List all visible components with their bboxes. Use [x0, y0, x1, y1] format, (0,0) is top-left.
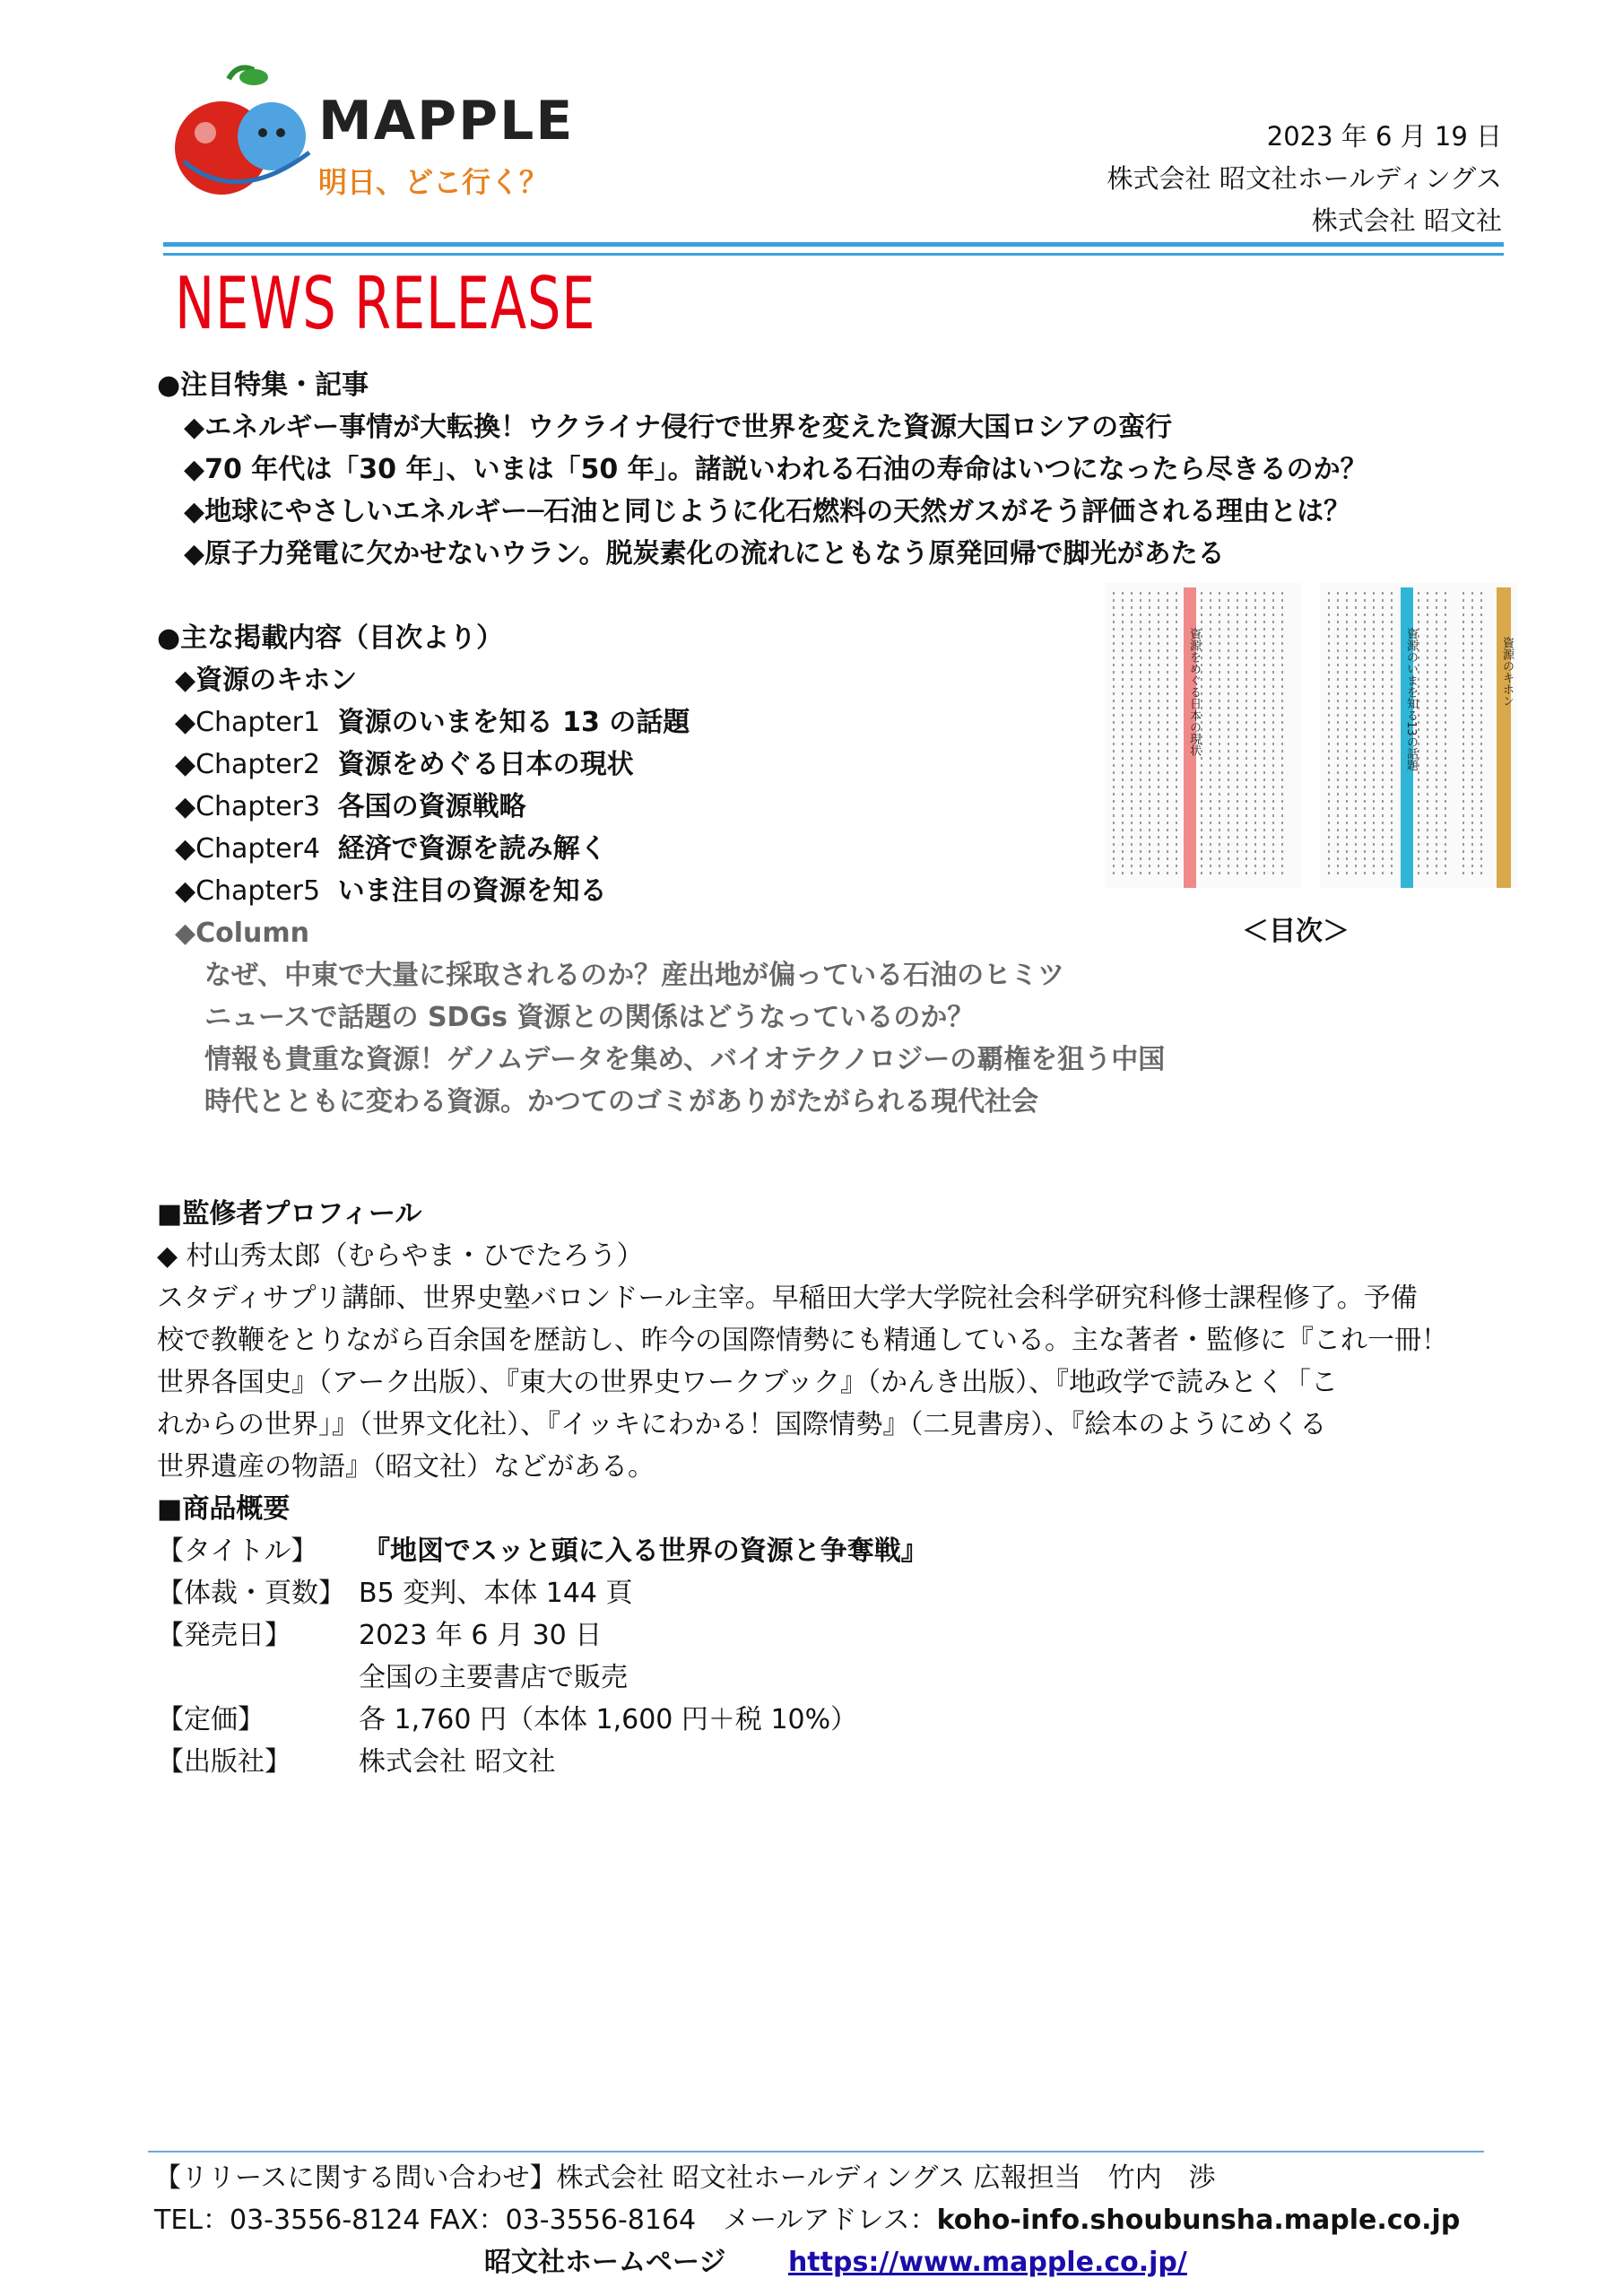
- chapter-title: 資源をめぐる日本の現状: [337, 749, 634, 780]
- profile-heading: ■監修者プロフィール: [157, 1198, 422, 1230]
- toc-image-label: 資源をめぐる日本の現状: [1187, 628, 1201, 756]
- footer-homepage-row: [484, 2241, 1187, 2283]
- profile-name: ◆ 村山秀太郎（むらやま・ひでたろう）: [157, 1240, 644, 1272]
- column-item: なぜ、中東で大量に採取されるのか？産出地が偏っている石油のヒミツ: [204, 960, 1065, 991]
- company-shobunsha: 株式会社 昭文社: [1311, 205, 1502, 236]
- profile-bio-line: れからの世界」』（世界文化社）、『イッキにわかる！国際情勢』（二見書房）、『絵本のようにめくる: [157, 1409, 1327, 1440]
- chapter-number: ◆Chapter3: [175, 791, 321, 822]
- logo-wordmark: MAPPLE: [318, 90, 575, 152]
- page-title: NEWS RELEASE: [175, 262, 596, 345]
- apple-logo-icon: [166, 63, 318, 206]
- footer-contact: 【リリースに関する問い合わせ】株式会社 昭文社ホールディングス 広報担当 竹内 渉: [154, 2162, 1216, 2194]
- highlight-item: ◆地球にやさしいエネルギー─石油と同じように化石燃料の天然ガスがそう評価される理由とは？: [184, 496, 1351, 527]
- highlight-item: ◆エネルギー事情が大転換！ウクライナ侵行で世界を変えた資源大国ロシアの蛮行: [184, 412, 1173, 443]
- chapter-title: 資源のいまを知る 13 の話題: [337, 707, 690, 738]
- toc-pages-illustration: [1105, 583, 1517, 901]
- chapter-number: ◆Chapter2: [175, 749, 321, 780]
- chapter-title: いま注目の資源を知る: [337, 875, 607, 907]
- profile-bio-line: 世界遺産の物語』（昭文社）などがある。: [157, 1451, 655, 1483]
- release-date: 2023 年 6 月 19 日: [1266, 121, 1502, 152]
- header-rule: [163, 242, 1504, 247]
- column-item: 時代とともに変わる資源。かつてのゴミがありがたがられる現代社会: [204, 1086, 1038, 1118]
- company-holdings: 株式会社 昭文社ホールディングス: [1107, 163, 1502, 194]
- column-item: 情報も貴重な資源！ゲノムデータを集め、バイオテクノロジーの覇権を狙う中国: [204, 1044, 1166, 1075]
- chapter-row: [175, 870, 607, 912]
- contents-basics: ◆資源のキホン: [175, 665, 358, 696]
- spec-label: 【発売日】: [157, 1620, 291, 1651]
- chapter-number: ◆Chapter4: [175, 833, 321, 865]
- spec-value: 各 1,760 円（本体 1,600 円＋税 10%）: [359, 1704, 858, 1735]
- toc-image-caption: ＜目次＞: [1242, 916, 1350, 947]
- footer-tel-fax: TEL：03-3556-8124 FAX：03-3556-8164 メールアドレス：: [154, 2205, 937, 2236]
- chapter-row: [175, 786, 526, 828]
- footer-rule: [148, 2151, 1484, 2152]
- spec-label: 【定価】: [157, 1704, 265, 1735]
- highlight-item: ◆70 年代は「30 年」、いまは「50 年」。諸説いわれる石油の寿命はいつになったら尽きるのか？: [184, 454, 1367, 485]
- homepage-link[interactable]: https://www.mapple.co.jp/: [787, 2247, 1187, 2278]
- spec-label: 【タイトル】: [157, 1535, 318, 1567]
- product-heading: ■商品概要: [157, 1493, 291, 1525]
- chapter-number: ◆Chapter5: [175, 875, 321, 907]
- column-item: ニュースで話題の SDGs 資源との関係はどうなっているのか？: [204, 1002, 975, 1033]
- spec-label: 【出版社】: [157, 1746, 291, 1778]
- contents-heading: ●主な掲載内容（目次より）: [157, 622, 504, 654]
- logo-tagline: 明日、どこ行く？: [318, 165, 549, 199]
- toc-image: [1105, 583, 1517, 901]
- profile-bio-line: 校で教鞭をとりながら百余国を歴訪し、昨今の国際情勢にも精通している。主な著者・監修に『これ一冊！: [157, 1325, 1448, 1356]
- chapter-title: 経済で資源を読み解く: [337, 833, 607, 865]
- chapter-row: [175, 744, 634, 786]
- header-rule-thin: [163, 253, 1504, 256]
- footer-email[interactable]: koho-info.shoubunsha.maple.co.jp: [936, 2205, 1461, 2236]
- toc-image-label: 資源のキホン: [1500, 637, 1514, 707]
- spec-value: 2023 年 6 月 30 日: [359, 1620, 603, 1651]
- chapter-number: ◆Chapter1: [175, 707, 321, 738]
- spec-value: B5 変判、本体 144 頁: [359, 1578, 633, 1609]
- chapter-title: 各国の資源戦略: [337, 791, 526, 822]
- toc-image-label: 資源のいまを知る13の話題: [1404, 628, 1418, 771]
- spec-label: 【体裁・頁数】: [157, 1578, 345, 1609]
- footer-tel-row: [154, 2199, 1460, 2241]
- highlight-item: ◆原子力発電に欠かせないウラン。脱炭素化の流れにともなう原発回帰で脚光があたる: [184, 538, 1225, 570]
- highlights-heading: ●注目特集・記事: [157, 370, 369, 401]
- chapter-row: [175, 828, 607, 870]
- profile-bio-line: 世界各国史』（アーク出版）、『東大の世界史ワークブック』（かんき出版）、『地政学で読みとく「こ: [157, 1367, 1338, 1398]
- chapter-row: [175, 701, 690, 744]
- column-label: ◆Column: [175, 918, 309, 949]
- footer-homepage-label: 昭文社ホームページ: [484, 2247, 726, 2278]
- spec-title-value: 『地図でスッと頭に入る世界の資源と争奪戦』: [363, 1535, 928, 1567]
- profile-bio-line: スタディサプリ講師、世界史塾バロンドール主宰。早稲田大学大学院社会科学研究科修士課程修了。予備: [157, 1283, 1418, 1314]
- spec-value: 全国の主要書店で販売: [359, 1662, 628, 1693]
- spec-value: 株式会社 昭文社: [359, 1746, 556, 1778]
